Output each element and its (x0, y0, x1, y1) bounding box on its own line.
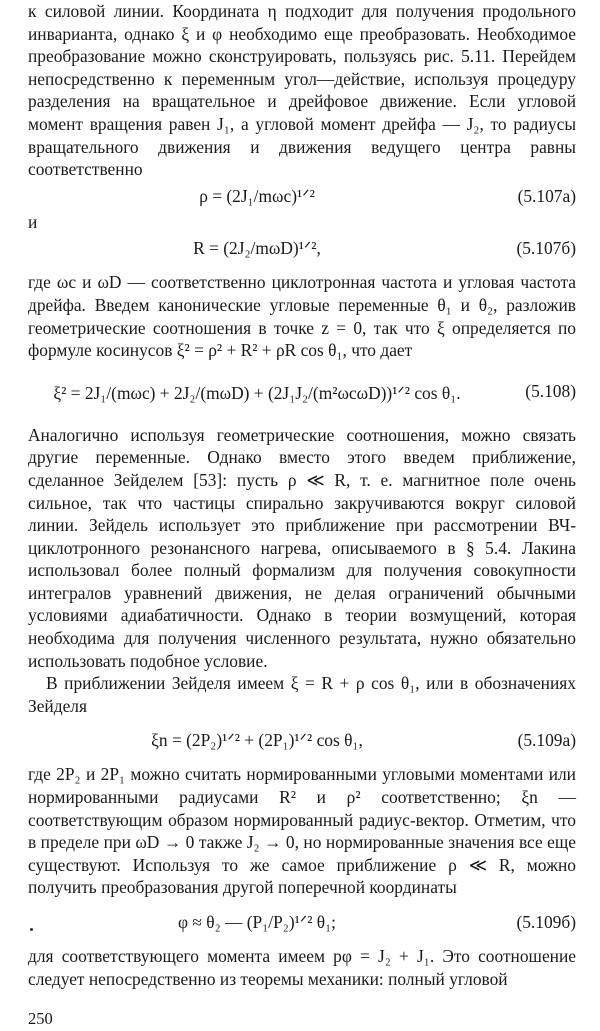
equation-formula: ξn = (2P₂)¹ᐟ² + (2P₁)¹ᐟ² cos θ₁, (151, 730, 363, 751)
equation-number: (5.109а) (517, 730, 576, 751)
equation-5-109b (28, 907, 576, 937)
page-number: 250 (28, 1009, 53, 1029)
equation-formula: ξ² = 2J₁/(mωc) + 2J₂/(mωD) + (2J₁J₂/(m²ωcωD))¹ᐟ² cos θ₁. (53, 382, 461, 403)
equation-number: (5.109б) (516, 912, 576, 932)
equation-number: (5.107а) (517, 185, 576, 206)
paragraph: В приближении Зейделя имеем ξ = R + ρ cos θ₁, или в обозначениях Зейделя (28, 673, 576, 716)
equation-5-107b (28, 233, 576, 263)
paragraph: где ωc и ωD — соответственно циклотронная частота и угловая частота дрейфа. Введем канонические угловые переменные θ₁ и θ₂, разложив геометрические соотношения в точке z = 0, так что ξ определяется по формуле косинусов ξ² = ρ² + R² + ρR cos θ₁, что дает (28, 272, 576, 361)
equation-number: (5.107б) (516, 238, 576, 259)
equation-5-109a (28, 725, 576, 755)
equation-formula: ρ = (2J₁/mωc)¹ᐟ² (199, 185, 315, 206)
connector-word: и (28, 211, 38, 232)
equation-5-107a (28, 181, 576, 211)
equation-formula: φ ≈ θ₂ — (P₁/P₂)¹ᐟ² θ₁; (177, 912, 336, 932)
equation-formula: R = (2J₂/mωD)¹ᐟ², (193, 238, 321, 259)
equation-number: (5.108) (525, 380, 576, 401)
scan-speck (30, 928, 33, 931)
paragraph: к силовой линии. Координата η подходит для получения продольного инварианта, однако ξ и φ необходимо еще преобразовать. Необходимое преобразование можно сконструировать, пользуясь рис. 5.11. Перейдем непосредственно к переменным угол—действие, используя процедуру разделения на вращательное и дрейфовое движение. Если угловой момент вращения равен J₁, а угловой момент дрейфа — J₂, то радиусы вращательного движения и движения ведущего центра равны соответственно (28, 1, 576, 180)
page-body (28, 0, 576, 1031)
paragraph: где 2P₂ и 2P₁ можно считать нормированными угловыми моментами или нормированными радиусами R² и ρ² соответственно; ξn — соответствующим образом нормированный радиус-вектор. Отметим, что в пределе при ωD → 0 также J₂ → 0, но нормированные значения все еще существуют. Используя то же самое приближение ρ ≪ R, можно получить преобразования другой поперечной координаты (28, 764, 576, 898)
paragraph: Аналогично используя геометрические соотношения, можно связать другие переменные. Однако вместо этого введем приближение, сделанное Зейделем [53]: пусть ρ ≪ R, т. е. магнитное поле очень сильное, так что частицы спирально закручиваются вокруг силовой линии. Зейдель использует это приближение при рассмотрении ВЧ-циклотронного резонансного нагрева, описываемого в § 5.4. Лакина использовал более полный формализм для получения совокупности интегралов уравнений движения, не делая ограничений обычными условиями адиабатичности. Однако в теории возмущений, которая необходима для получения численного результата, нужно обязательно использовать подобное условие. (28, 424, 576, 671)
equation-5-108 (28, 362, 576, 424)
paragraph: для соответствующего момента имеем pφ = J₂ + J₁. Это соотношение следует непосредственно из теоремы механики: полный угловой (28, 946, 576, 989)
